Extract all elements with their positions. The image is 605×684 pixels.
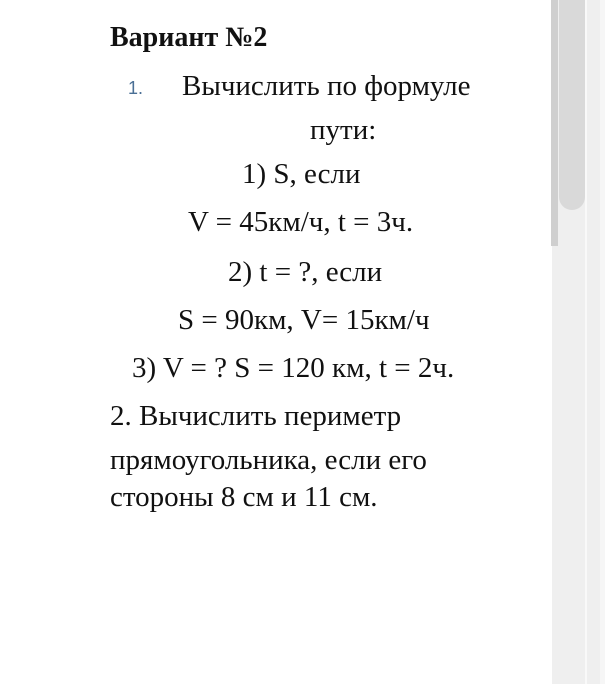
task1-heading-line1: Вычислить по формуле — [182, 70, 471, 102]
task2-line3: стороны 8 см и 11 см. — [110, 481, 378, 513]
task1-case2-label: 2) t = ?, если — [228, 256, 383, 288]
window-edge — [600, 0, 605, 684]
task2-line2: прямоугольника, если его — [110, 444, 427, 476]
task1-case1-label: 1) S, если — [242, 158, 361, 190]
scrollbar-divider — [585, 0, 587, 684]
list-item-number: 1. — [128, 78, 144, 98]
task1-heading-line2: пути: — [310, 114, 377, 146]
scroll-position-marker — [551, 0, 558, 246]
scrollbar-thumb[interactable] — [559, 0, 585, 210]
task1-case2-values: S = 90км, V= 15км/ч — [178, 304, 430, 336]
variant-title: Вариант №2 — [110, 22, 268, 53]
task1-case1-values: V = 45км/ч, t = 3ч. — [188, 206, 414, 238]
task2-line1: 2. Вычислить периметр — [110, 400, 402, 432]
task1-case3: 3) V = ? S = 120 км, t = 2ч. — [132, 352, 455, 384]
